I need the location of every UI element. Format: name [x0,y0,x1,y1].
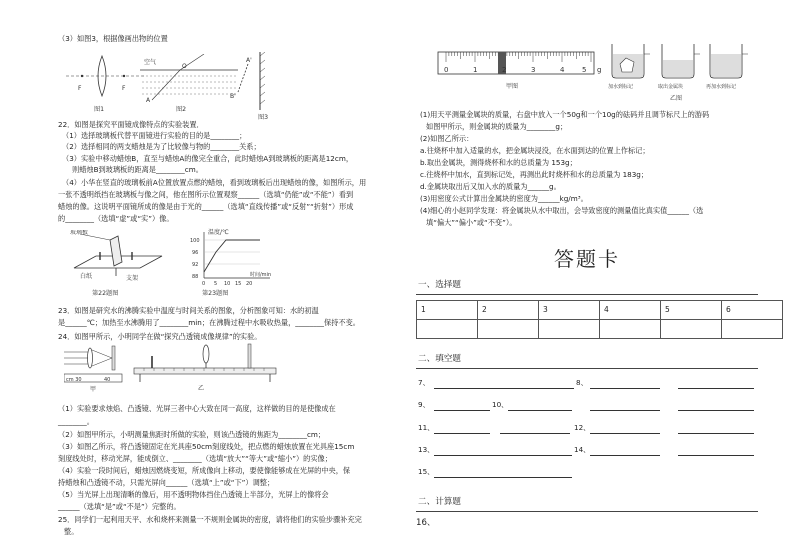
q25-stem: 25．同学们一起利用天平、水和烧杯来测量一不规则金属块的密度，请将他们的实验步骤补充完 [58,515,362,524]
choice-answer-table [416,300,783,339]
fig23-xlabel-10: 10 [224,281,231,286]
fig23-ylabel-96: 96 [192,250,199,256]
fig23-ylabel-92: 92 [192,262,199,268]
beaker-1 [612,44,650,78]
figure-23-temperature-chart [190,228,280,286]
blank-line-14a[interactable] [590,455,660,456]
q22-stem: 22．如图是探究平面镜成像特点的实验装置． [58,120,204,129]
blank-line-10a[interactable] [508,410,572,411]
section-choice-heading: 一、选择题 [418,280,461,290]
q25-part2a: a.往烧杯中加入适量的水，把金属块浸没，在水面到达的位置上作标记； [420,146,650,155]
fig23-ytitle: 温度/℃ [208,229,229,236]
q25-part2: (2)如图乙所示： [420,134,474,143]
screen-yi [248,344,251,368]
q23-stem: 23．如图是研究水的沸腾实验中温度与时间关系的图象，分析图象可知：水的初温 [58,306,319,315]
q25-part2b: b.取出金属块，测得烧杯和水的总质量为 153g； [420,158,577,167]
blank-label-9: 9、 [418,400,430,409]
blank-line-12b[interactable] [678,433,754,434]
fig23-ylabel-100: 100 [190,238,200,244]
blank-line-11a[interactable] [434,433,490,434]
image-arrow [238,64,248,92]
blank-label-14: 14、 [574,445,591,454]
q24-part4-cont: 持蜡烛和凸透镜不动，只需光屏向______（选填“上”或“下”）调整； [58,478,275,487]
fig2-a-label: A [146,97,151,104]
q25-part2d: d.金属块取出后又加入水的质量为______g。 [420,182,561,191]
figure-jia-balance-scale [436,50,606,94]
q24-stem: 24．如图甲所示，小明同学在做“探究凸透镜成像规律”的实验。 [58,332,262,341]
blank-label-8: 8、 [576,378,588,387]
temperature-curve [204,240,260,272]
blank-line-7a[interactable] [434,388,574,389]
refracted-ray [152,70,180,100]
scale-num-2: 2 [502,66,507,74]
q25-part3: (3)用密度公式计算出金属块的密度为______kg/m³。 [420,194,588,203]
fig22-paper-label: 白纸 [80,273,93,280]
fig3-a-label: A' [246,57,252,64]
section-divider-2 [416,368,758,369]
figure-23-caption: 第23题图 [202,290,229,297]
figure-1-lens-diagram [66,52,146,106]
beaker-3-caption: 再加水到标记 [706,84,737,90]
section-calc-heading: 二、计算题 [418,497,461,507]
figure-3-mirror-diagram [222,52,268,112]
q22-part3-cont: 则蜡烛B到玻璃板的距离是________cm。 [72,165,203,174]
q22-part2: （2）选择相同的两支蜡烛是为了比较像与物的________关系； [62,142,261,151]
blank-line-8b[interactable] [678,388,754,389]
fig22-glass-label: 玻璃板 [70,230,89,236]
section-divider-1 [416,294,758,295]
beaker-1-caption: 加水到标记 [608,84,634,90]
q22-part4-line2: 一张不透明纸挡在玻璃板与像之间，他在图所示位置观察______（选填“仍能”或“不能”）看到 [58,190,354,199]
svg-text:F: F [122,85,126,92]
choice-cell-2: 2 [478,301,539,320]
q24-part2: （2）如图甲所示，小明测量焦距时所做的实验，则该凸透镜的焦距为________cm； [58,430,326,439]
scale-unit: g [597,66,602,74]
fig23-ylabel-88: 88 [192,274,199,280]
choice-cell-5: 5 [661,301,722,320]
blank-line-12a[interactable] [590,433,660,434]
glass-plate [110,236,122,266]
scale-num-3: 3 [531,66,536,74]
fig22-stand-label: 支架 [126,275,139,282]
figure-yi-beakers [606,40,754,104]
q25-stem-cont: 整。 [64,527,79,536]
screen-jia [112,346,115,370]
blank-label-15: 15、 [418,467,435,476]
q25-part2c: c.往烧杯中加水，直到标记处，再测出此时烧杯和水的总质量为 183g； [420,170,649,179]
fig2-air-label: 空气 [144,59,157,66]
figure-22-glass-apparatus [70,230,170,282]
q25-part1-cont: 如图甲所示，则金属块的质量为________g； [426,122,568,131]
choice-cell-6: 6 [722,301,783,320]
ruler-label-40: 40 [104,377,111,383]
scale-num-0: 0 [444,66,449,74]
choice-answer-5[interactable] [661,320,722,339]
figure-24-yi-optical-bench [130,338,280,394]
blank-label-10: 10、 [492,400,509,409]
beaker-3 [710,44,748,78]
blank-label-13: 13、 [418,445,435,454]
blank-label-11: 11、 [418,423,435,432]
choice-answer-6[interactable] [722,320,783,339]
section-divider-3 [416,511,758,512]
q24-part3: （3）如图乙所示，将凸透镜固定在光具座50cm刻度线处，把点燃的蜡烛放置在光具座15cm [58,442,355,451]
q23-stem-cont: 是______℃；加热至水沸腾用了________min；在沸腾过程中水吸收热量，________保持不变。 [58,318,360,327]
q24-part5-cont: ______（选填“是”或“不是”）完整的。 [58,502,181,511]
q25-part1: (1)用天平测量金属块的质量，右盘中放入一个50g和一个10g的砝码并且调节标尺上的游码 [420,110,710,119]
svg-text:F: F [78,85,82,92]
fig24-yi-label: 乙 [198,385,205,392]
choice-answer-2[interactable] [478,320,539,339]
blank-line-13a[interactable] [434,455,572,456]
scale-num-5: 5 [582,66,587,74]
fig-yi-label: 乙图 [670,95,683,102]
focus-point-left [81,75,83,77]
q25-part4: (4)细心的小赵同学发现：将金属块从水中取出，会导致密度的测量值比真实值______（选 [420,206,704,215]
figure-1-caption: 图1 [94,106,105,113]
blank-line-9a[interactable] [434,410,490,411]
q24-part1-cont: ________。 [58,417,94,426]
fig3-b-label: B' [230,93,236,100]
lens-jia [88,348,93,368]
lens-yi [203,345,209,363]
q22-part4: （4）小华在竖直的玻璃板前A位置放置点燃的蜡烛，看到玻璃板后出现蜡烛的像，如图所示，用 [62,178,367,187]
q24-part1: （1）实验要求烛焰、凸透镜、光屏三者中心大致在同一高度，这样做的目的是使像成在 [58,404,336,413]
scale-num-4: 4 [560,66,565,74]
q21-part3: （3）如图3，根据像画出物的位置 [58,34,168,43]
q22-part1: （1）选择玻璃板代替平面镜进行实验的目的是________； [62,131,247,140]
choice-cell-1: 1 [417,301,478,320]
ruler-label-30: cm 30 [66,377,82,383]
q16-label: 16、 [416,518,436,528]
fig2-o-label: O [182,63,187,70]
figure-2-caption: 图2 [176,106,187,113]
blank-line-14b[interactable] [678,455,754,456]
blank-line-10c[interactable] [678,410,754,411]
q24-part3-cont: 刻度线处时，移动光屏，能成倒立、________（选填“放大”“等大”或“缩小”）的实像； [58,454,332,463]
choice-cell-4: 4 [600,301,661,320]
fig23-xlabel-0: 0 [202,281,206,286]
choice-answer-4[interactable] [600,320,661,339]
q22-part4-line3: 蜡烛的像。这说明平面镜所成的像是由于光的______（选填“直线传播”或“反射”“折射”）形成 [58,202,354,211]
choice-answer-3[interactable] [539,320,600,339]
fig23-xlabel-5: 5 [214,281,218,286]
choice-cell-3: 3 [539,301,600,320]
q24-part4: （4）实验一段时间后，蜡烛因燃烧变短，所成像向上移动，要使像能够成在光屏的中央，保 [58,466,351,475]
answer-card-title: 答题卡 [554,247,620,271]
blank-line-15a[interactable] [434,477,572,478]
blank-line-10b[interactable] [590,410,660,411]
q22-part3: （3）实验中移动蜡烛B，直至与蜡烛A的像完全重合，此时蜡烛A到玻璃板的距离是12cm， [62,154,354,163]
optical-bench [134,368,276,374]
blank-label-7: 7、 [418,378,430,387]
choice-answer-1[interactable] [417,320,478,339]
fig24-jia-label: 甲 [90,386,97,392]
focus-point-right [123,75,125,77]
fig23-xtitle: 时间/min [250,272,272,278]
figure-24-jia-focus-setup [64,344,124,392]
scale-num-1: 1 [473,66,478,74]
figure-3-caption: 图3 [258,114,269,121]
beaker-2-caption: 取出金属块 [658,84,684,90]
section-fill-heading: 二、填空题 [418,354,461,364]
fig-jia-label: 甲图 [506,83,519,90]
q22-part4-line4: 的________（选填“虚”或“实”）像。 [58,214,174,223]
q24-part5: （5）当光屏上出现清晰的像后，用不透明物体挡住凸透镜上半部分，光屏上的像将会 [58,490,329,499]
blank-label-12: 12、 [574,423,591,432]
blank-line-11b[interactable] [500,433,570,434]
figure-22-caption: 第22题图 [92,290,119,297]
beaker-2 [662,44,700,78]
q25-part4-cont: 填“偏大”“偏小”或“不变”）。 [426,218,517,227]
fig23-xlabel-20: 20 [246,281,253,286]
fig23-xlabel-15: 15 [235,281,242,286]
blank-line-8a[interactable] [590,388,660,389]
